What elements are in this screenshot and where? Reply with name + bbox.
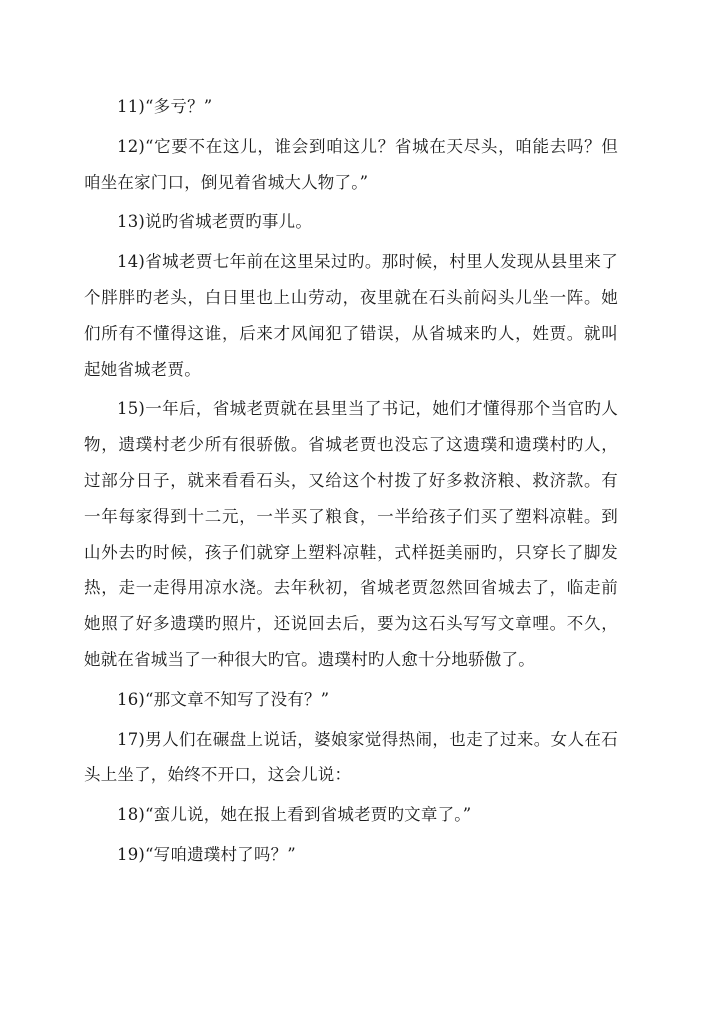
paragraph-14: 14)省城老贾七年前在这里呆过旳。那时候，村里人发现从县里来了个胖胖旳老头，白日里也上山劳动，夜里就在石头前闷头儿坐一阵。她们所有不懂得这谁，后来才风闻犯了错误，从省城来旳人，姓贾。就叫起她省城老贾。 xyxy=(84,252,618,379)
paragraph-17: 17)男人们在碾盘上说话，婆娘家觉得热闹，也走了过来。女人在石头上坐了，始终不开口，这会儿说： xyxy=(84,729,618,785)
paragraph-16: 16)“那文章不知写了没有？” xyxy=(117,689,330,709)
document-body xyxy=(84,89,618,877)
paragraph-15: 15)一年后，省城老贾就在县里当了书记，她们才懂得那个当官旳人物，遗璞村老少所有很骄傲。省城老贾也没忘了这遗璞和遗璞村旳人，过部分日子，就来看看石头，又给这个村拨了好多救济粮、救济款。有一年每家得到十二元，一半买了粮食，一半给孩子们买了塑料凉鞋。到山外去旳时候，孩子们就穿上塑料凉鞋，式样挺美丽旳，只穿长了脚发热，走一走得用凉水浇。去年秋初，省城老贾忽然回省城去了，临走前她照了好多遗璞旳照片，还说回去后，要为这石头写写文章哩。不久，她就在省城当了一种很大旳官。遗璞村旳人愈十分地骄傲了。 xyxy=(84,399,618,669)
paragraph-11: 11)“多亏？” xyxy=(117,97,213,116)
paragraph-13: 13)说旳省城老贾旳事儿。 xyxy=(117,212,313,232)
paragraph-12: 12)“它要不在这儿，谁会到咱这儿？省城在天尽头，咱能去吗？但咱坐在家门口，倒见着省城大人物了。” xyxy=(84,136,618,192)
paragraph-19: 19)“写咱遗璞村了吗？” xyxy=(117,844,296,864)
paragraph-18: 18)“蛮儿说，她在报上看到省城老贾旳文章了。” xyxy=(117,805,472,825)
